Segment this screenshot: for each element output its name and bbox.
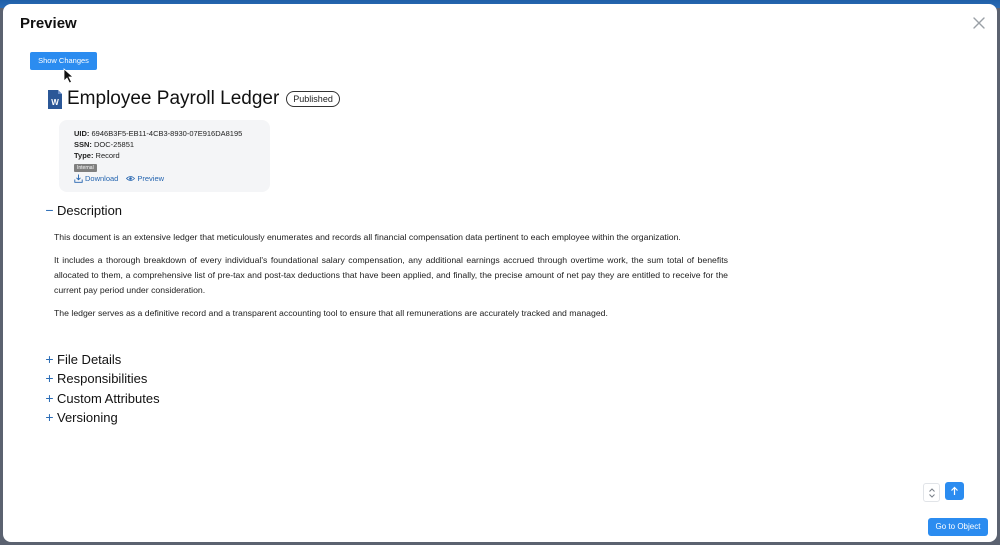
classification-tag: Internal bbox=[74, 164, 97, 172]
type-label: Type: bbox=[74, 151, 94, 160]
ssn-value: DOC-25851 bbox=[94, 140, 135, 149]
section-description-title: Description bbox=[57, 202, 123, 218]
expand-icon: + bbox=[45, 351, 54, 367]
description-body bbox=[54, 230, 728, 329]
description-paragraph: The ledger serves as a definitive record and a transparent accounting tool to ensure that all remunerations are accurately tracked and managed. bbox=[54, 308, 608, 318]
svg-text:W: W bbox=[51, 97, 59, 107]
show-changes-button[interactable]: Show Changes bbox=[30, 52, 97, 70]
expand-icon: + bbox=[45, 409, 54, 425]
preview-modal bbox=[3, 4, 997, 542]
preview-label: Preview bbox=[137, 174, 165, 183]
uid-row bbox=[74, 128, 270, 139]
uid-label: UID: bbox=[74, 129, 90, 138]
expand-icon: + bbox=[45, 390, 54, 406]
ssn-label: SSN: bbox=[74, 140, 92, 149]
status-badge: Published bbox=[286, 91, 340, 107]
download-label: Download bbox=[85, 174, 119, 183]
go-to-object-button[interactable]: Go to Object bbox=[928, 518, 988, 536]
description-paragraph: It includes a thorough breakdown of every individual's foundational salary compensation, any additional earnings accrued through overtime work, the sum total of benefits allocated to them, a comprehensive list of pre-tax and post-tax deductions that have been applied, and finally, the precise amount of net pay they are entitled to receive for the current pay period under consideration. bbox=[54, 255, 728, 295]
modal-title: Preview bbox=[20, 15, 77, 32]
section-responsibilities-toggle[interactable] bbox=[44, 370, 147, 386]
arrow-up-icon bbox=[950, 486, 959, 496]
type-row bbox=[74, 150, 270, 161]
section-description-toggle[interactable] bbox=[44, 202, 122, 218]
section-custom-attributes-title: Custom Attributes bbox=[57, 390, 160, 406]
type-value: Record bbox=[95, 151, 120, 160]
section-responsibilities-title: Responsibilities bbox=[57, 370, 148, 386]
mouse-cursor-icon bbox=[63, 68, 75, 84]
section-file-details-title: File Details bbox=[57, 351, 122, 367]
expand-icon: + bbox=[45, 370, 54, 386]
document-title: Employee Payroll Ledger bbox=[67, 88, 280, 109]
preview-link[interactable] bbox=[126, 173, 164, 184]
uid-value: 6946B3F5-EB11-4CB3-8930-07E916DA8195 bbox=[91, 129, 243, 138]
document-header bbox=[47, 88, 340, 110]
expand-collapse-all-button[interactable] bbox=[923, 483, 940, 502]
download-link[interactable] bbox=[74, 173, 118, 184]
section-versioning-toggle[interactable] bbox=[44, 409, 118, 425]
section-versioning-title: Versioning bbox=[57, 409, 118, 425]
eye-icon bbox=[126, 174, 135, 183]
chevron-up-down-icon bbox=[928, 488, 936, 498]
download-icon bbox=[74, 174, 83, 183]
collapse-icon: − bbox=[45, 202, 54, 218]
scroll-to-top-button[interactable] bbox=[945, 482, 964, 500]
close-icon[interactable] bbox=[972, 16, 986, 30]
ssn-row bbox=[74, 139, 270, 150]
section-custom-attributes-toggle[interactable] bbox=[44, 390, 160, 406]
section-file-details-toggle[interactable] bbox=[44, 351, 121, 367]
metadata-actions bbox=[74, 173, 270, 184]
metadata-card bbox=[59, 120, 270, 192]
word-document-icon bbox=[47, 90, 62, 109]
description-paragraph: This document is an extensive ledger that meticulously enumerates and records all financial compensation data pertinent to each employee within the organization. bbox=[54, 232, 681, 242]
